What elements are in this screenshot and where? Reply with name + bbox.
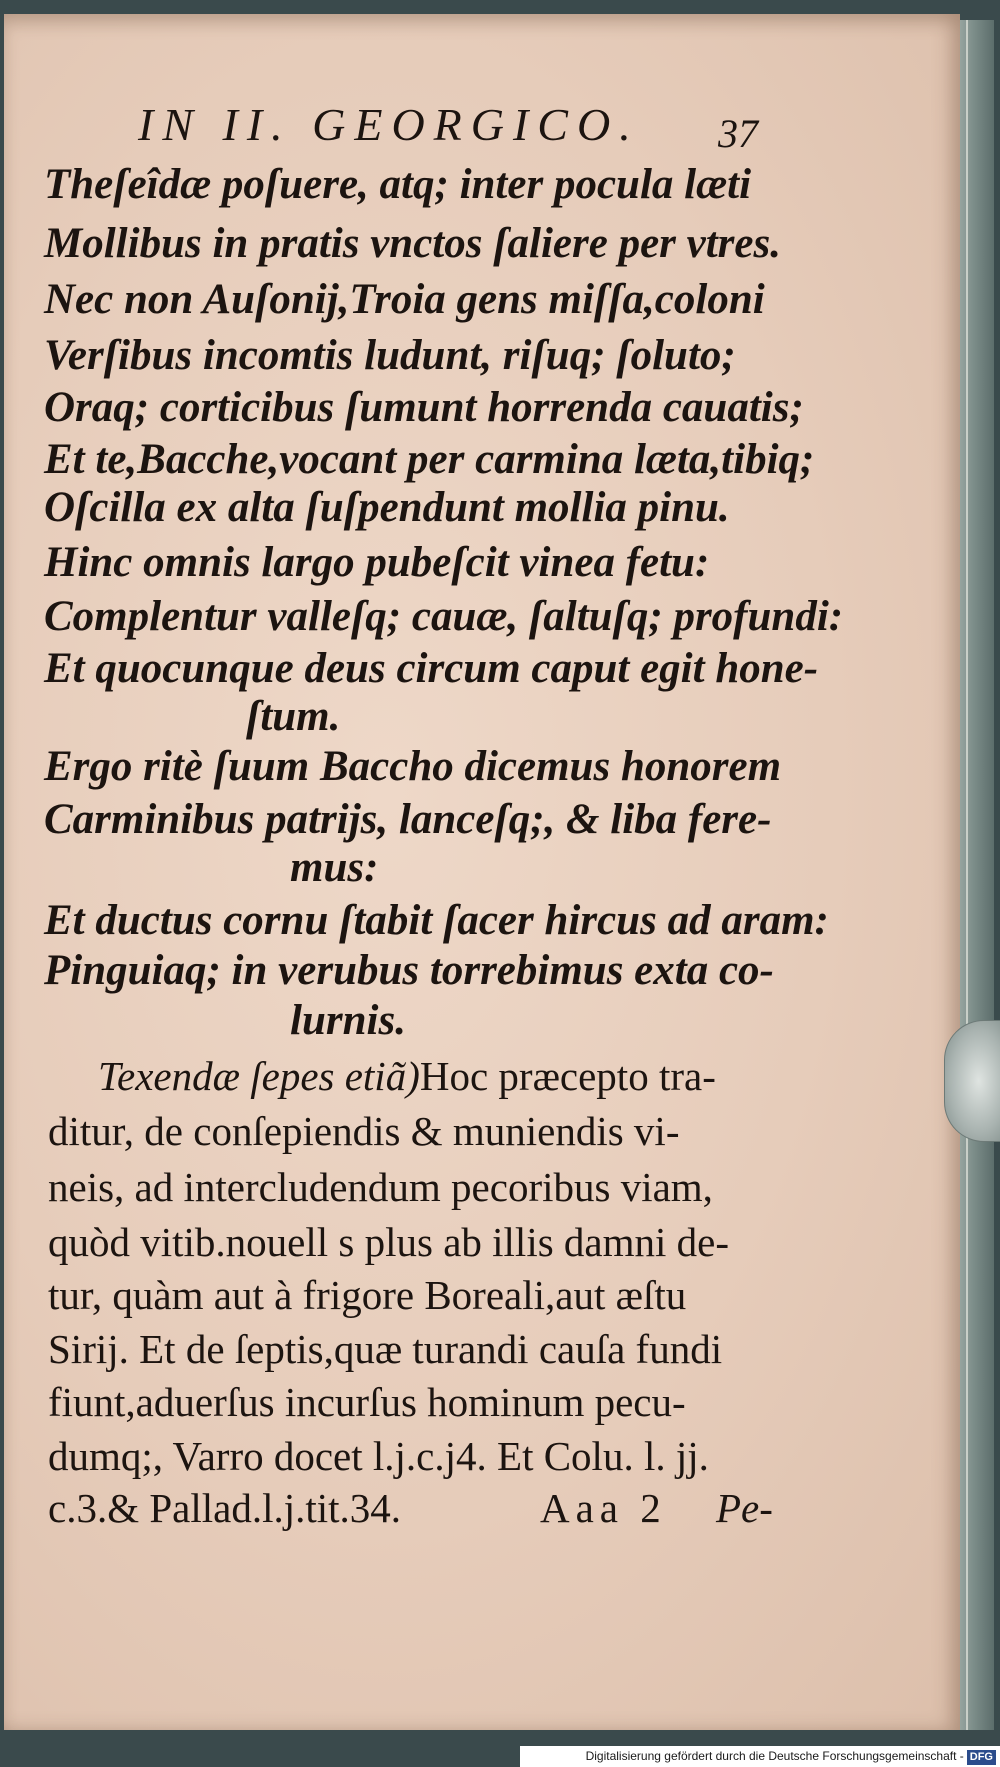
verse-line-continuation: mus:: [290, 844, 379, 891]
verse-line: Et quocunque deus circum caput egit hone-: [44, 645, 819, 692]
commentary-line: quòd vitib.nouell s plus ab illis damni de-: [48, 1219, 730, 1265]
commentary-first-line-text: Hoc præcepto tra-: [419, 1053, 716, 1099]
page-clip: [944, 1020, 1000, 1142]
running-title: IN II. GEORGICO.: [138, 99, 640, 150]
verse-line: Oſcilla ex alta ſuſpendunt mollia pinu.: [44, 484, 730, 531]
verse-line: Theſeîdæ poſuere, atq; inter pocula læti: [44, 161, 752, 208]
digitization-credit-bar: [520, 1746, 1000, 1767]
commentary-line: dumq;, Varro docet l.j.c.j4. Et Colu. l. jj.: [48, 1433, 709, 1479]
book-edge: [958, 20, 994, 1730]
verse-line: Verſibus incomtis ludunt, riſuq; ſoluto;: [44, 332, 736, 379]
commentary-line: Sirij. Et de ſeptis,quæ turandi cauſa fundi: [48, 1326, 723, 1372]
catchword: Pe-: [716, 1485, 773, 1531]
verse-line: Carminibus patrijs, lanceſq;, & liba fere-: [44, 796, 772, 843]
verse-line: Mollibus in pratis vnctos ſaliere per vtres.: [44, 220, 781, 267]
dfg-logo: DFG: [967, 1750, 996, 1765]
verse-line: Et ductus cornu ſtabit ſacer hircus ad aram:: [44, 897, 829, 944]
signature-mark: Aaa 2: [540, 1485, 667, 1531]
verse-line: Oraq; corticibus ſumunt horrenda cauatis;: [44, 384, 804, 431]
commentary-line: fiunt,aduerſus incurſus hominum pecu-: [48, 1379, 686, 1425]
verse-line: Nec non Auſonij,Troia gens miſſa,coloni: [44, 276, 765, 323]
commentary-line: neis, ad intercludendum pecoribus viam,: [48, 1164, 713, 1210]
verse-line: Pinguiaq; in verubus torrebimus exta co-: [44, 947, 774, 994]
commentary-line: c.3.& Pallad.l.j.tit.34.: [48, 1485, 402, 1531]
verse-line: Complentur valleſq; cauæ, ſaltuſq; profundi:: [44, 593, 844, 640]
commentary-line: tur, quàm aut à frigore Boreali,aut æſtu: [48, 1272, 687, 1318]
commentary-lemma: Texendæ ſepes etiã): [98, 1053, 420, 1099]
verse-line-continuation: lurnis.: [290, 997, 406, 1044]
verse-line-continuation: ſtum.: [246, 693, 341, 740]
commentary-line: ditur, de conſepiendis & muniendis vi-: [48, 1108, 680, 1154]
commentary-first-line: [98, 1052, 716, 1100]
verse-line: Hinc omnis largo pubeſcit vinea fetu:: [44, 539, 710, 586]
page-number: 37: [718, 111, 758, 156]
verse-line: Ergo ritè ſuum Baccho dicemus honorem: [44, 743, 782, 790]
book-edge-highlight: [966, 20, 968, 1730]
verse-line: Et te,Bacche,vocant per carmina læta,tibiq;: [44, 436, 815, 483]
digitization-credit: Digitalisierung gefördert durch die Deutsche Forschungsgemeinschaft -: [585, 1749, 964, 1763]
